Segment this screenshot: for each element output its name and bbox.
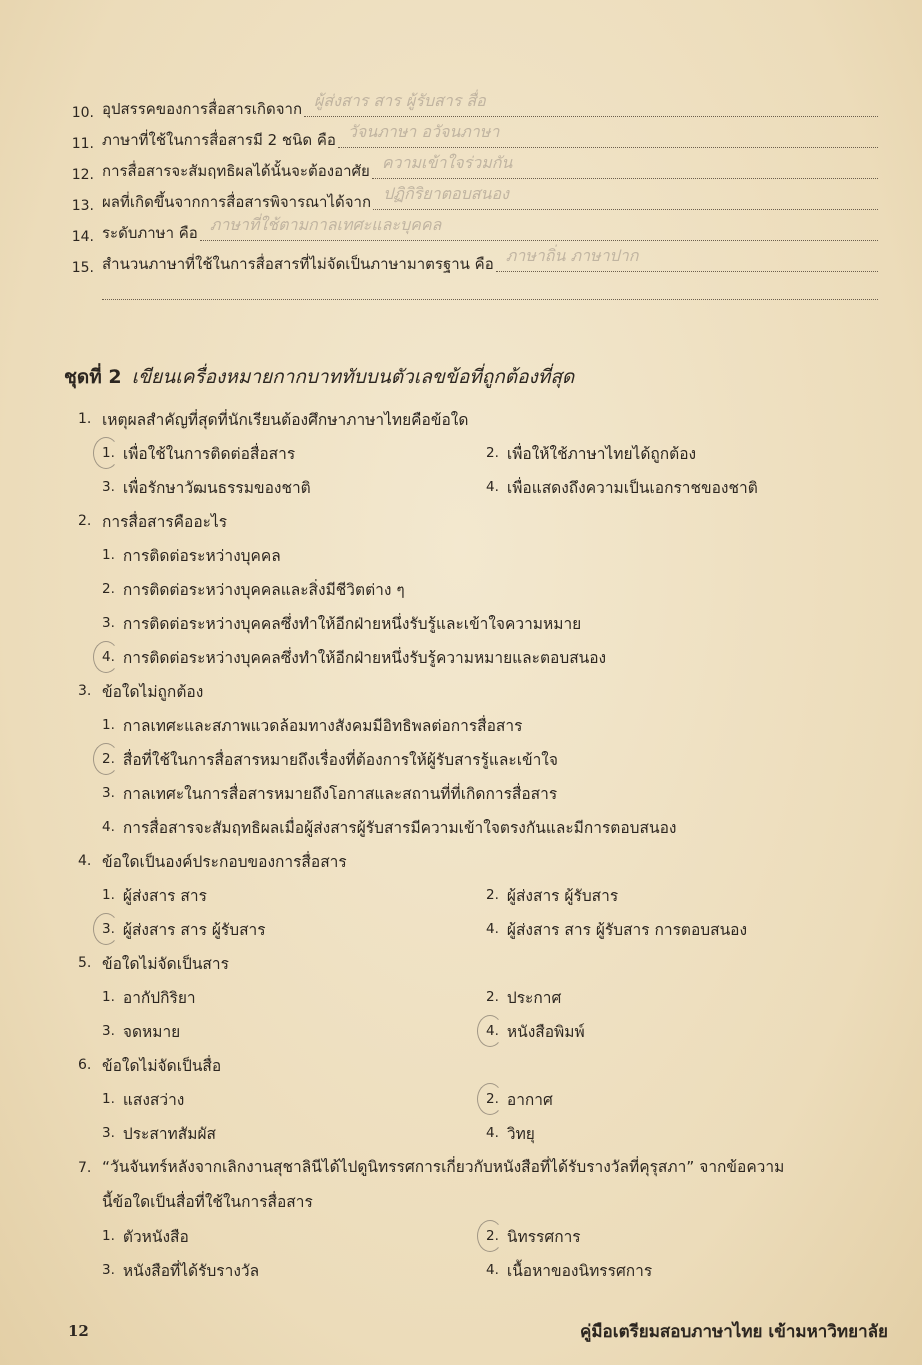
option-text: ผู้ส่งสาร สาร ผู้รับสาร (122, 920, 266, 939)
option-text: เพื่อใช้ในการติดต่อสื่อสาร (122, 444, 296, 463)
option[interactable] (102, 1082, 486, 1116)
answer-line (304, 91, 878, 117)
option-text: การสื่อสารจะสัมฤทธิผลเมื่อผู้ส่งสารผู้รับสารมีความเข้าใจตรงกันและมีการตอบสนอง (122, 818, 677, 837)
question (78, 844, 898, 878)
question (78, 402, 898, 436)
answer-line (373, 184, 878, 210)
handwritten-answer: ภาษาถิ่น ภาษาปาก (505, 246, 639, 265)
option-number: 2. (102, 581, 115, 597)
question-number: 6. (78, 1057, 92, 1073)
option[interactable] (102, 606, 898, 640)
option[interactable] (486, 912, 886, 946)
item-number: 10. (71, 105, 94, 121)
question (78, 946, 898, 980)
option-text: เพื่อรักษาวัฒนธรรมของชาติ (122, 478, 311, 497)
question-text: การสื่อสารคืออะไร (102, 512, 228, 531)
answer-line (372, 153, 878, 179)
option[interactable] (102, 810, 898, 844)
question-text: ข้อใดไม่จัดเป็นสาร (102, 954, 229, 973)
option[interactable] (102, 1014, 486, 1048)
question (78, 1150, 898, 1219)
option-number: 2. (486, 1228, 499, 1244)
option[interactable] (486, 878, 886, 912)
question-number: 7. (78, 1160, 92, 1176)
option-number: 3. (102, 1125, 115, 1141)
option-number: 1. (102, 989, 115, 1005)
option-text: การติดต่อระหว่างบุคคลและสิ่งมีชีวิตต่าง ๆ (122, 580, 405, 599)
option-number: 3. (102, 921, 115, 937)
item-number: 12. (71, 167, 94, 183)
option-text: เนื้อหาของนิทรรศการ (506, 1261, 653, 1280)
item-number: 15. (71, 260, 94, 276)
option-number: 4. (102, 819, 115, 835)
option[interactable] (102, 708, 898, 742)
option-text: สื่อที่ใช้ในการสื่อสารหมายถึงเรื่องที่ต้องการให้ผู้รับสารรู้และเข้าใจ (122, 750, 558, 769)
circle-mark (93, 437, 119, 469)
option[interactable] (486, 436, 886, 470)
circle-mark (93, 641, 119, 673)
item-number: 11. (71, 136, 94, 152)
option[interactable] (102, 912, 486, 946)
option[interactable] (486, 1253, 886, 1287)
question-number: 1. (78, 411, 92, 427)
option-number: 4. (102, 649, 115, 665)
option-number: 2. (486, 445, 499, 461)
option[interactable] (102, 776, 898, 810)
question-text: “วันจันทร์หลังจากเลิกงานสุชาลินีได้ไปดูนิทรรศการเกี่ยวกับหนังสือที่ได้รับรางวัลที่คุรุสภา” จากข้อความ (102, 1158, 785, 1176)
circle-mark (93, 913, 119, 945)
question-number: 5. (78, 955, 92, 971)
option-number: 1. (102, 547, 115, 563)
item-text: ระดับภาษา คือ (102, 224, 198, 242)
option[interactable] (102, 1116, 486, 1150)
option-text: หนังสือที่ได้รับรางวัล (122, 1261, 260, 1280)
fill-in-item (58, 214, 878, 245)
option[interactable] (102, 742, 898, 776)
option-number: 1. (102, 1228, 115, 1244)
option-number: 3. (102, 479, 115, 495)
option-text: ผู้ส่งสาร สาร ผู้รับสาร การตอบสนอง (506, 920, 748, 939)
option-number: 4. (486, 1262, 499, 1278)
item-text: ผลที่เกิดขึ้นจากการสื่อสารพิจารณาได้จาก (102, 193, 372, 211)
option-number: 3. (102, 615, 115, 631)
option-number: 2. (486, 1091, 499, 1107)
option-number: 3. (102, 1023, 115, 1039)
option-text: วิทยุ (506, 1124, 535, 1143)
question-text: ข้อใดไม่ถูกต้อง (102, 682, 204, 701)
question-text-continued: นี้ข้อใดเป็นสื่อที่ใช้ในการสื่อสาร (102, 1193, 313, 1211)
option[interactable] (102, 470, 486, 504)
answer-line (496, 246, 878, 272)
option-text: จดหมาย (122, 1022, 181, 1041)
option-number: 4. (486, 921, 499, 937)
option-number: 4. (486, 479, 499, 495)
option-number: 4. (486, 1023, 499, 1039)
handwritten-answer: ความเข้าใจร่วมกัน (381, 153, 513, 172)
circle-mark (93, 743, 119, 775)
answer-line (200, 215, 878, 241)
option-text: ตัวหนังสือ (122, 1227, 189, 1246)
fill-in-section (58, 90, 878, 306)
option[interactable] (102, 640, 898, 674)
option[interactable] (102, 572, 898, 606)
fill-in-item (58, 121, 878, 152)
question-list (78, 402, 898, 1287)
option-text: การติดต่อระหว่างบุคคล (122, 546, 281, 565)
option-number: 1. (102, 445, 115, 461)
option-text: ประสาทสัมผัส (122, 1124, 216, 1143)
option-text: อากาศ (506, 1090, 553, 1109)
option-text: แสงสว่าง (122, 1090, 185, 1109)
circle-mark (477, 1015, 503, 1047)
option-number: 3. (102, 785, 115, 801)
option[interactable] (102, 538, 898, 572)
option-number: 2. (486, 887, 499, 903)
item-text: สำนวนภาษาที่ใช้ในการสื่อสารที่ไม่จัดเป็นภาษามาตรฐาน คือ (102, 255, 494, 273)
question (78, 674, 898, 708)
option-text: อากัปกิริยา (122, 988, 196, 1007)
dotted-line (102, 299, 878, 300)
option[interactable] (486, 1014, 886, 1048)
option[interactable] (486, 470, 886, 504)
option-number: 1. (102, 887, 115, 903)
option-text: การติดต่อระหว่างบุคคลซึ่งทำให้อีกฝ่ายหนึ่งรับรู้และเข้าใจความหมาย (122, 614, 582, 633)
answer-line (338, 122, 878, 148)
item-text: การสื่อสารจะสัมฤทธิผลได้นั้นจะต้องอาศัย (102, 162, 370, 180)
circle-mark (477, 1220, 503, 1252)
option[interactable] (102, 1219, 486, 1253)
option-text: ผู้ส่งสาร สาร (122, 886, 207, 905)
option-grid (102, 1082, 898, 1150)
question-text: เหตุผลสำคัญที่สุดที่นักเรียนต้องศึกษาภาษาไทยคือข้อใด (102, 410, 469, 429)
option-number: 3. (102, 1262, 115, 1278)
option-text: เพื่อให้ใช้ภาษาไทยได้ถูกต้อง (506, 444, 697, 463)
option-number: 1. (102, 717, 115, 733)
option-grid (102, 1219, 898, 1287)
option-grid (102, 980, 898, 1048)
option-grid (102, 436, 898, 504)
question-number: 4. (78, 853, 92, 869)
option[interactable] (486, 980, 886, 1014)
option-text: ผู้ส่งสาร ผู้รับสาร (506, 886, 619, 905)
answer-line-continued (102, 276, 878, 306)
option-text: นิทรรศการ (506, 1227, 581, 1246)
option-text: การติดต่อระหว่างบุคคลซึ่งทำให้อีกฝ่ายหนึ่งรับรู้ความหมายและตอบสนอง (122, 648, 607, 667)
option[interactable] (102, 980, 486, 1014)
section-label: ชุดที่ 2 (64, 366, 122, 388)
question (78, 1048, 898, 1082)
option[interactable] (486, 1219, 886, 1253)
handwritten-answer: ปฏิกิริยาตอบสนอง (383, 184, 509, 203)
option-list (102, 538, 898, 674)
option-list (102, 708, 898, 844)
handwritten-answer: ภาษาที่ใช้ตามกาลเทศะและบุคคล (209, 215, 442, 234)
book-title: คู่มือเตรียมสอบภาษาไทย เข้ามหาวิทยาลัย (579, 1322, 888, 1342)
option[interactable] (486, 1116, 886, 1150)
handwritten-answer: ผู้ส่งสาร สาร ผู้รับสาร สื่อ (314, 91, 486, 110)
option-number: 1. (102, 1091, 115, 1107)
option-text: กาลเทศะในการสื่อสารหมายถึงโอกาสและสถานที่ที่เกิดการสื่อสาร (122, 784, 558, 803)
option[interactable] (486, 1082, 886, 1116)
question-text: ข้อใดไม่จัดเป็นสื่อ (102, 1056, 222, 1075)
option[interactable] (102, 1253, 486, 1287)
question (78, 504, 898, 538)
fill-in-item (58, 183, 878, 214)
option[interactable] (102, 436, 486, 470)
section-heading (64, 362, 574, 392)
option-text: เพื่อแสดงถึงความเป็นเอกราชของชาติ (506, 478, 758, 497)
question-text: ข้อใดเป็นองค์ประกอบของการสื่อสาร (102, 852, 347, 871)
handwritten-answer: วัจนภาษา อวัจนภาษา (347, 122, 500, 141)
item-number: 14. (71, 229, 94, 245)
option-text: หนังสือพิมพ์ (506, 1022, 585, 1041)
option-number: 2. (102, 751, 115, 767)
question-number: 3. (78, 683, 92, 699)
option-grid (102, 878, 898, 946)
fill-in-item (58, 90, 878, 121)
fill-in-item (58, 245, 878, 276)
page-number: 12 (68, 1322, 89, 1340)
option[interactable] (102, 878, 486, 912)
option-text: ประกาศ (506, 988, 562, 1007)
item-text: อุปสรรคของการสื่อสารเกิดจาก (102, 100, 303, 118)
question-number: 2. (78, 513, 92, 529)
item-text: ภาษาที่ใช้ในการสื่อสารมี 2 ชนิด คือ (102, 131, 336, 149)
section-instruction: เขียนเครื่องหมายกากบาททับบนตัวเลขข้อที่ถูกต้องที่สุด (131, 366, 575, 388)
option-number: 4. (486, 1125, 499, 1141)
option-number: 2. (486, 989, 499, 1005)
circle-mark (477, 1083, 503, 1115)
option-text: กาลเทศะและสภาพแวดล้อมทางสังคมมีอิทธิพลต่อการสื่อสาร (122, 716, 523, 735)
item-number: 13. (71, 198, 94, 214)
fill-in-item (58, 152, 878, 183)
